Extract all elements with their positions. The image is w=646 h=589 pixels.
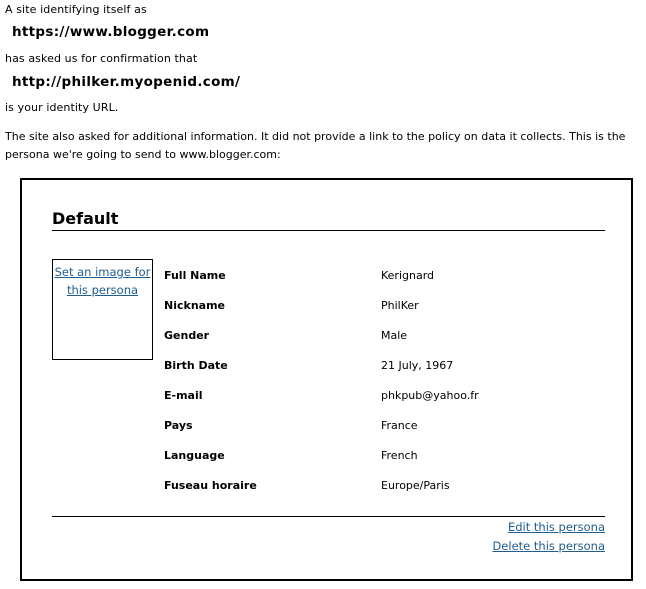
persona-actions [492,518,605,556]
site-url: https://www.blogger.com [12,24,210,40]
field-label-birth-date: Birth Date [164,359,228,372]
intro-line-3: is your identity URL. [5,101,119,114]
field-value-language: French [381,449,418,462]
field-label-full-name: Full Name [164,269,226,282]
edit-persona-link[interactable]: Edit this persona [507,520,605,534]
additional-info-text: The site also asked for additional information. It did not provide a link to the policy on data it collects. This is the persona we're going to send to www.blogger.com: [5,130,626,161]
field-value-email: phkpub@yahoo.fr [381,389,479,402]
field-label-email: E-mail [164,389,203,402]
persona-title: Default [52,207,605,231]
field-value-nickname: PhilKer [381,299,419,312]
set-image-link[interactable]: Set an image for this persona [54,265,151,297]
field-value-gender: Male [381,329,408,342]
field-value-pays: France [381,419,418,432]
field-value-full-name: Kerignard [381,269,435,282]
field-value-birth-date: 21 July, 1967 [381,359,454,372]
field-label-timezone: Fuseau horaire [164,479,257,492]
field-label-pays: Pays [164,419,193,432]
field-value-timezone: Europe/Paris [381,479,450,492]
field-label-nickname: Nickname [164,299,225,312]
intro-line-1: A site identifying itself as [5,3,147,16]
persona-image-box [52,259,153,360]
intro-line-2: has asked us for confirmation that [5,52,198,65]
field-label-language: Language [164,449,225,462]
identity-url: http://philker.myopenid.com/ [12,74,241,90]
divider [52,516,605,517]
persona-panel [20,178,633,581]
field-label-gender: Gender [164,329,210,342]
delete-persona-link[interactable]: Delete this persona [492,539,605,553]
